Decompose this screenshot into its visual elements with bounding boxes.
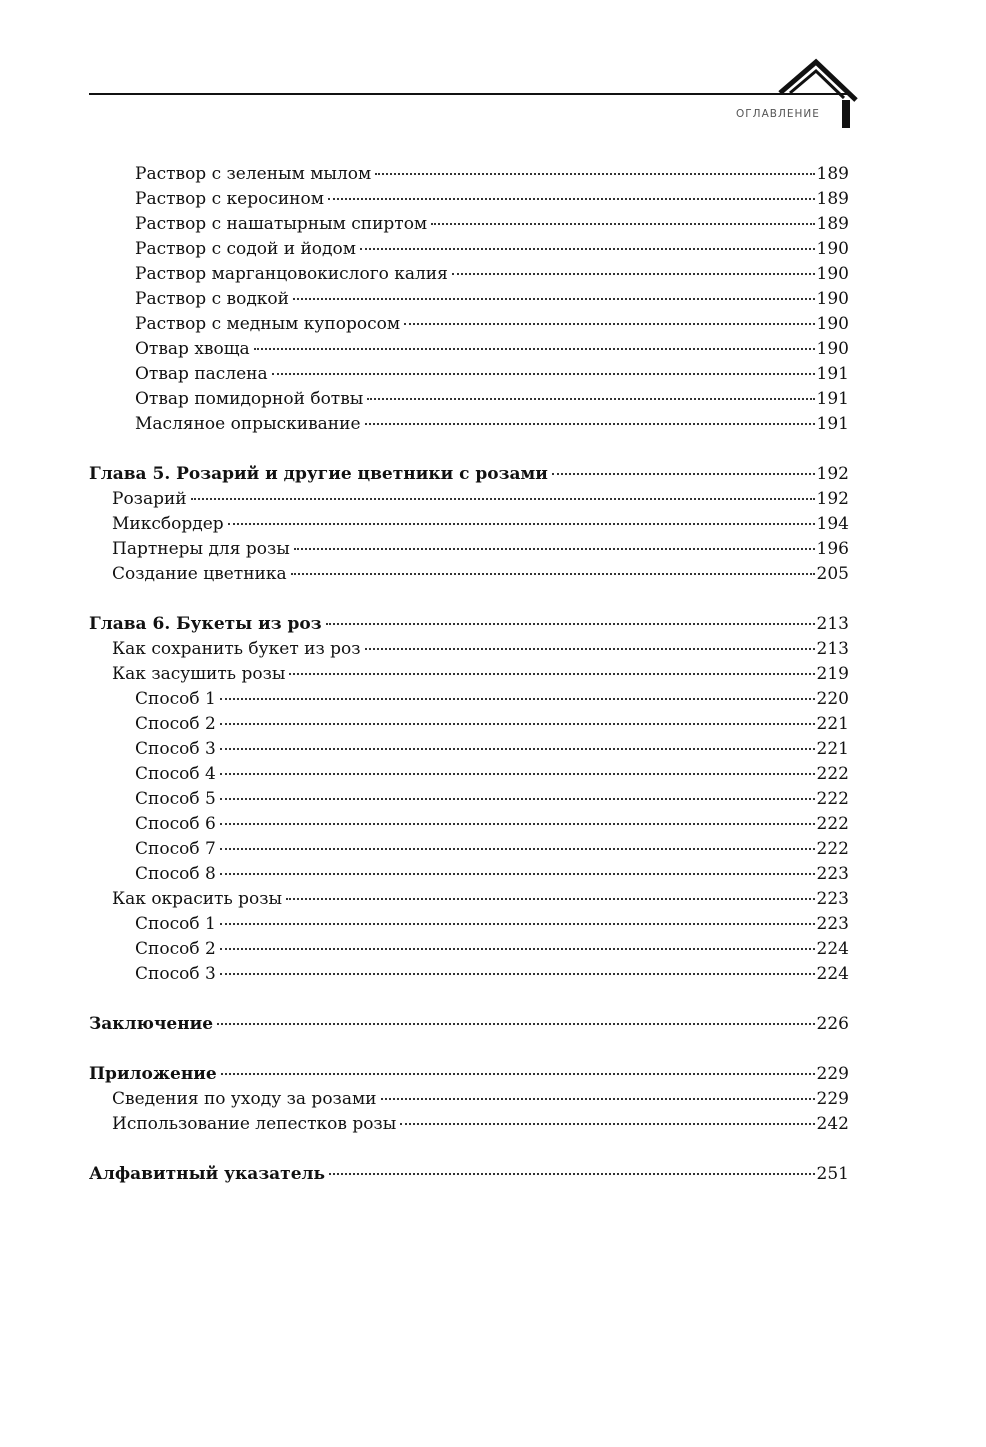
dot-leader <box>220 823 815 825</box>
toc-chapter-entry[interactable] <box>89 1012 849 1037</box>
toc-page-number: 191 <box>816 414 849 434</box>
toc-page-number: 222 <box>816 839 849 859</box>
toc-entry-title: Розарий <box>112 489 187 509</box>
dot-leader <box>220 748 815 750</box>
toc-entry[interactable] <box>89 912 849 937</box>
table-of-contents <box>89 162 849 1187</box>
toc-page-number: 222 <box>816 814 849 834</box>
dot-leader <box>220 923 815 925</box>
toc-page-number: 196 <box>816 539 849 559</box>
toc-page-number: 221 <box>816 714 849 734</box>
toc-entry-title: Как засушить розы <box>112 664 286 684</box>
dot-leader <box>228 523 815 525</box>
toc-entry[interactable] <box>89 287 849 312</box>
toc-entry[interactable] <box>89 712 849 737</box>
dot-leader <box>552 473 815 475</box>
toc-entry[interactable] <box>89 787 849 812</box>
toc-page-number: 223 <box>816 889 849 909</box>
toc-page-number: 251 <box>816 1164 849 1184</box>
dot-leader <box>289 673 814 675</box>
toc-entry-title: Как окрасить розы <box>112 889 283 909</box>
toc-entry-title: Способ 3 <box>135 739 216 759</box>
dot-leader <box>220 698 815 700</box>
toc-page-number: 194 <box>816 514 849 534</box>
toc-entry[interactable] <box>89 887 849 912</box>
toc-entry-title: Миксбордер <box>112 514 224 534</box>
toc-entry-title: Способ 5 <box>135 789 216 809</box>
toc-entry[interactable] <box>89 637 849 662</box>
dot-leader <box>375 173 814 175</box>
toc-entry-title: Способ 7 <box>135 839 216 859</box>
toc-page-number: 189 <box>816 214 849 234</box>
section-label: ОГЛАВЛЕНИЕ <box>736 108 820 120</box>
toc-page-number: 190 <box>816 314 849 334</box>
toc-entry[interactable] <box>89 812 849 837</box>
toc-entry-title: Заключение <box>89 1014 214 1034</box>
toc-entry-title: Глава 6. Букеты из роз <box>89 614 322 634</box>
toc-entry-title: Раствор с медным купоросом <box>135 314 401 334</box>
toc-entry-title: Отвар паслена <box>135 364 268 384</box>
dot-leader <box>220 798 815 800</box>
header-rule <box>89 93 849 95</box>
toc-page-number: 213 <box>816 639 849 659</box>
toc-entry[interactable] <box>89 262 849 287</box>
dot-leader <box>404 323 815 325</box>
toc-page-number: 224 <box>816 939 849 959</box>
toc-entry[interactable] <box>89 962 849 987</box>
toc-chapter-entry[interactable] <box>89 1162 849 1187</box>
toc-entry[interactable] <box>89 862 849 887</box>
dot-leader <box>254 348 815 350</box>
toc-entry-title: Раствор с содой и йодом <box>135 239 356 259</box>
toc-entry-title: Отвар хвоща <box>135 339 250 359</box>
dot-leader <box>220 873 815 875</box>
toc-page-number: 189 <box>816 164 849 184</box>
toc-entry[interactable] <box>89 237 849 262</box>
toc-page-number: 223 <box>816 864 849 884</box>
toc-entry-title: Раствор с зеленым мылом <box>135 164 372 184</box>
toc-page-number: 190 <box>816 264 849 284</box>
dot-leader <box>367 398 814 400</box>
dot-leader <box>220 723 815 725</box>
toc-page-number: 242 <box>816 1114 849 1134</box>
toc-entry[interactable] <box>89 337 849 362</box>
toc-entry[interactable] <box>89 537 849 562</box>
toc-spacer <box>89 1037 849 1062</box>
toc-entry[interactable] <box>89 187 849 212</box>
dot-leader <box>221 1073 815 1075</box>
toc-page-number: 226 <box>816 1014 849 1034</box>
toc-entry[interactable] <box>89 1087 849 1112</box>
dot-leader <box>220 948 815 950</box>
toc-entry[interactable] <box>89 687 849 712</box>
toc-entry[interactable] <box>89 762 849 787</box>
toc-page-number: 219 <box>816 664 849 684</box>
dot-leader <box>293 298 815 300</box>
dot-leader <box>220 848 815 850</box>
toc-page-number: 190 <box>816 289 849 309</box>
toc-page-number: 192 <box>816 464 849 484</box>
toc-entry[interactable] <box>89 562 849 587</box>
toc-spacer <box>89 587 849 612</box>
dot-leader <box>328 198 815 200</box>
toc-spacer <box>89 987 849 1012</box>
toc-entry[interactable] <box>89 1112 849 1137</box>
toc-entry-title: Раствор с нашатырным спиртом <box>135 214 428 234</box>
toc-page-number: 221 <box>816 739 849 759</box>
toc-page-number: 190 <box>816 339 849 359</box>
toc-page-number: 222 <box>816 789 849 809</box>
toc-entry-title: Приложение <box>89 1064 217 1084</box>
toc-entry[interactable] <box>89 212 849 237</box>
toc-page-number: 220 <box>816 689 849 709</box>
toc-entry[interactable] <box>89 162 849 187</box>
dot-leader <box>452 273 815 275</box>
toc-chapter-entry[interactable] <box>89 1062 849 1087</box>
dot-leader <box>360 248 815 250</box>
toc-entry-title: Как сохранить букет из роз <box>112 639 361 659</box>
toc-entry[interactable] <box>89 737 849 762</box>
toc-entry[interactable] <box>89 387 849 412</box>
toc-page-number: 205 <box>816 564 849 584</box>
toc-entry-title: Глава 5. Розарий и другие цветники с розами <box>89 464 548 484</box>
toc-entry-title: Раствор марганцовокислого калия <box>135 264 448 284</box>
toc-entry-title: Способ 8 <box>135 864 216 884</box>
toc-entry-title: Способ 3 <box>135 964 216 984</box>
toc-entry-title: Способ 6 <box>135 814 216 834</box>
toc-page-number: 224 <box>816 964 849 984</box>
toc-page-number: 190 <box>816 239 849 259</box>
toc-entry-title: Раствор с водкой <box>135 289 289 309</box>
toc-entry-title: Способ 1 <box>135 914 216 934</box>
toc-page-number: 213 <box>816 614 849 634</box>
toc-entry-title: Масляное опрыскивание <box>135 414 361 434</box>
dot-leader <box>191 498 815 500</box>
dot-leader <box>365 648 815 650</box>
dot-leader <box>217 1023 814 1025</box>
toc-entry[interactable] <box>89 662 849 687</box>
toc-entry-title: Способ 4 <box>135 764 216 784</box>
toc-entry[interactable] <box>89 512 849 537</box>
dot-leader <box>431 223 814 225</box>
toc-entry[interactable] <box>89 837 849 862</box>
toc-page-number: 222 <box>816 764 849 784</box>
toc-page-number: 189 <box>816 189 849 209</box>
toc-entry[interactable] <box>89 362 849 387</box>
toc-entry[interactable] <box>89 412 849 437</box>
toc-page-number: 223 <box>816 914 849 934</box>
dot-leader <box>381 1098 815 1100</box>
toc-entry-title: Способ 1 <box>135 689 216 709</box>
dot-leader <box>291 573 815 575</box>
toc-entry[interactable] <box>89 487 849 512</box>
toc-chapter-entry[interactable] <box>89 612 849 637</box>
dot-leader <box>294 548 815 550</box>
toc-entry-title: Отвар помидорной ботвы <box>135 389 364 409</box>
house-roof-icon <box>772 56 868 136</box>
toc-entry[interactable] <box>89 937 849 962</box>
dot-leader <box>272 373 815 375</box>
toc-entry-title: Сведения по уходу за розами <box>112 1089 377 1109</box>
dot-leader <box>326 623 815 625</box>
toc-page-number: 192 <box>816 489 849 509</box>
toc-entry-title: Способ 2 <box>135 714 216 734</box>
toc-page-number: 229 <box>816 1089 849 1109</box>
dot-leader <box>220 773 815 775</box>
dot-leader <box>329 1173 814 1175</box>
toc-entry-title: Создание цветника <box>112 564 287 584</box>
dot-leader <box>365 423 815 425</box>
toc-chapter-entry[interactable] <box>89 462 849 487</box>
dot-leader <box>400 1123 814 1125</box>
toc-entry[interactable] <box>89 312 849 337</box>
toc-page-number: 191 <box>816 364 849 384</box>
toc-entry-title: Способ 2 <box>135 939 216 959</box>
toc-entry-title: Партнеры для розы <box>112 539 290 559</box>
toc-entry-title: Алфавитный указатель <box>89 1164 326 1184</box>
toc-entry-title: Использование лепестков розы <box>112 1114 397 1134</box>
toc-spacer <box>89 1137 849 1162</box>
toc-page-number: 229 <box>816 1064 849 1084</box>
toc-spacer <box>89 437 849 462</box>
dot-leader <box>286 898 815 900</box>
dot-leader <box>220 973 815 975</box>
toc-page-number: 191 <box>816 389 849 409</box>
toc-entry-title: Раствор с керосином <box>135 189 324 209</box>
